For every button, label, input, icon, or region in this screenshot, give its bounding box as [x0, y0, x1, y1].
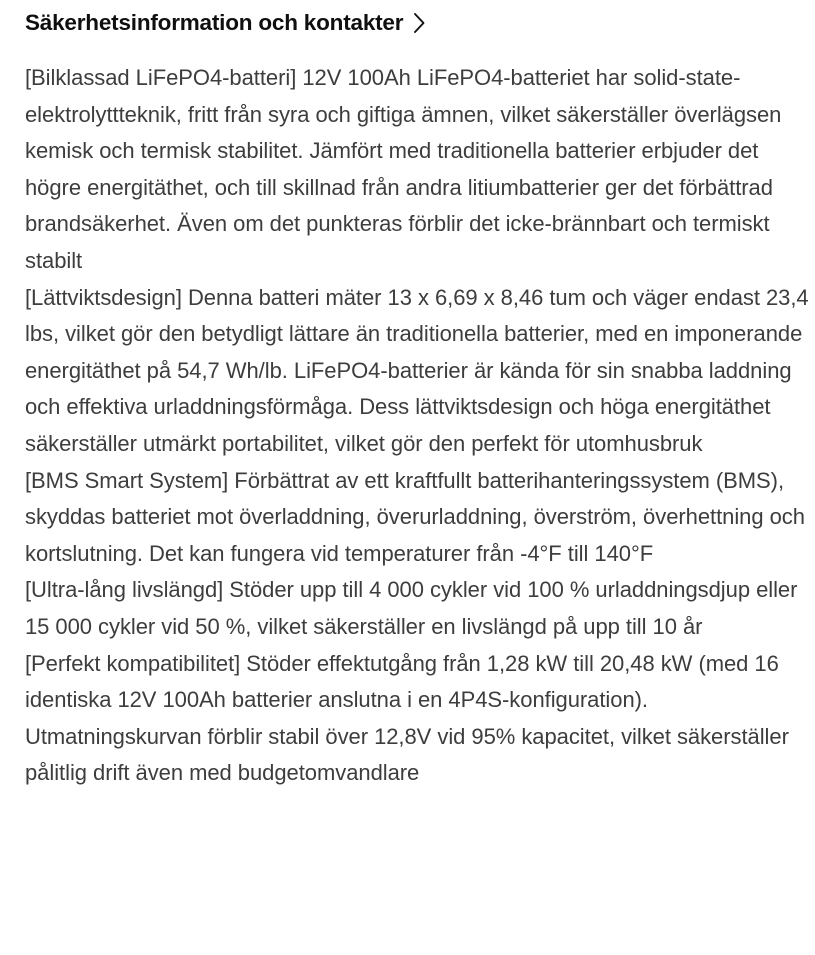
page-title: Säkerhetsinformation och kontakter: [25, 10, 404, 35]
description-paragraph: [Bilklassad LiFePO4-batteri] 12V 100Ah LiFePO4-batteriet har solid-state-elektrolyttteknik, fritt från syra och giftiga ämnen, vilket säkerställer överlägsen kemisk och termisk stabilitet. Jämfört med traditionella batterier erbjuder det högre energitäthet, och till skillnad från andra litiumbatterier ger det förbättrad brandsäkerhet. Även om det punkteras förblir det icke-brännbart och termiskt stabilt: [25, 65, 788, 273]
description-paragraph: [Lättviktsdesign] Denna batteri mäter 13 x 6,69 x 8,46 tum och väger endast 23,4 lbs, vilket gör den betydligt lättare än traditionella batterier, med en imponerande energitäthet på 54,7 Wh/lb. LiFePO4-batterier är kända för sin snabba laddning och effektiva urladdningsförmåga. Dess lättviktsdesign och höga energitäthet säkerställer utmärkt portabilitet, vilket gör den perfekt för utomhusbruk: [25, 284, 815, 456]
chevron-right-icon[interactable]: [411, 12, 427, 34]
safety-information-section-header[interactable]: [25, 0, 798, 40]
product-description: [25, 40, 815, 792]
description-paragraph: [Perfekt kompatibilitet] Stöder effektutgång från 1,28 kW till 20,48 kW (med 16 identiska 12V 100Ah batterier anslutna i en 4P4S-konfiguration). Utmatningskurvan förblir stabil över 12,8V vid 95% kapacitet, vilket säkerställer pålitlig drift även med budgetomvandlare: [25, 650, 795, 786]
description-paragraph: [Ultra-lång livslängd] Stöder upp till 4 000 cykler vid 100 % urladdningsdjup eller 15 000 cykler vid 50 %, vilket säkerställer en livslängd på upp till 10 år: [25, 577, 804, 639]
description-paragraph: [BMS Smart System] Förbättrat av ett kraftfullt batterihanteringssystem (BMS), skyddas batteriet mot överladdning, överurladdning, överström, överhettning och kortslutning. Det kan fungera vid temperaturer från -4°F till 140°F: [25, 467, 811, 566]
